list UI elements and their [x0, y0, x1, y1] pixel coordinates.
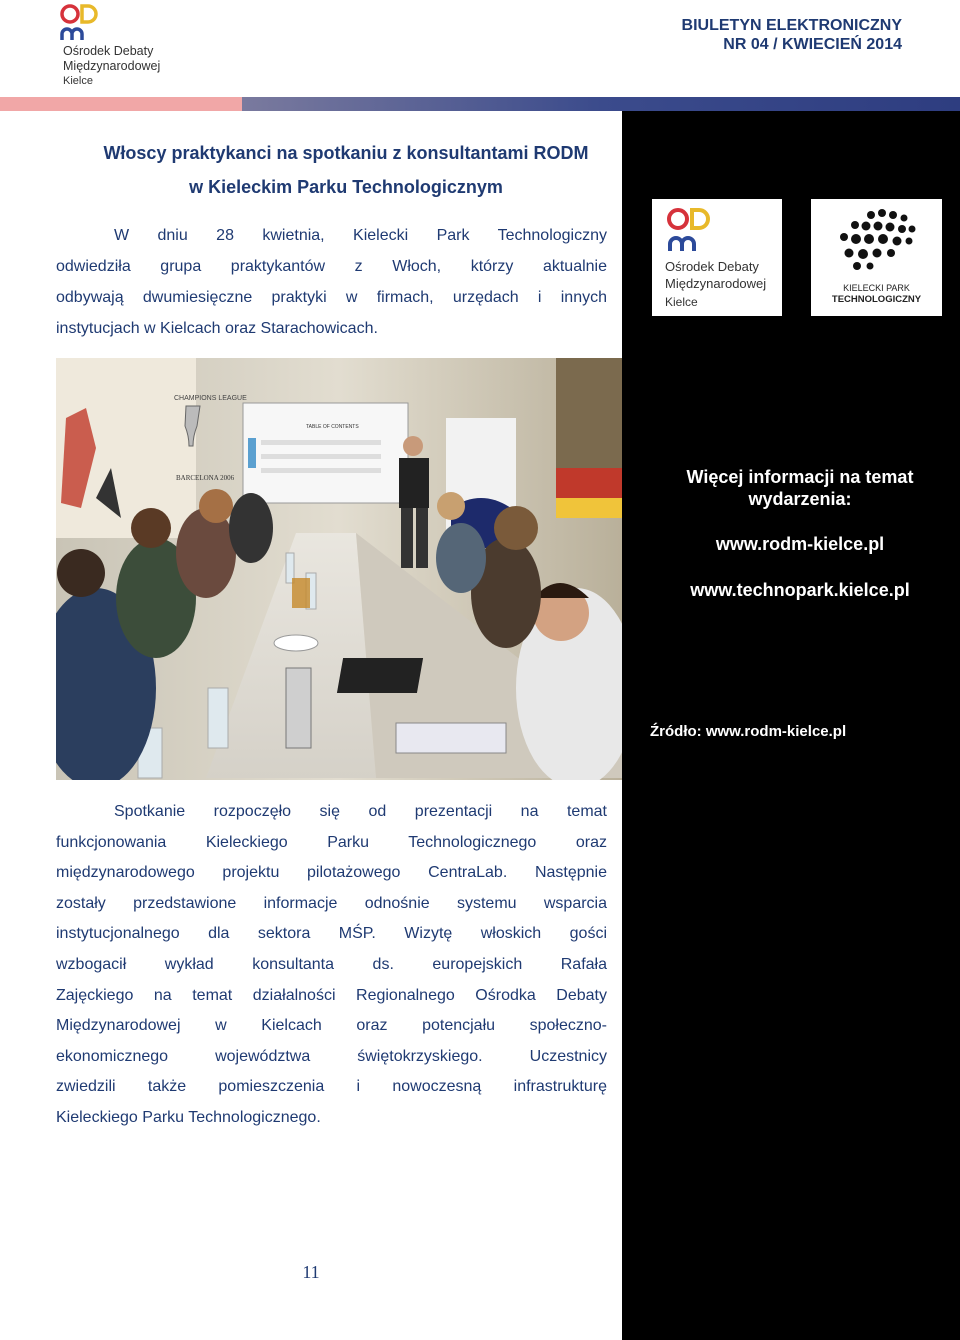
body-line: ekonomicznego województwa świętokrzyskiego. Uczestnicy: [56, 1047, 607, 1065]
intro-line: W dniu 28 kwietnia, Kielecki Park Technologiczny: [114, 227, 607, 244]
header-logo: [58, 2, 168, 88]
article-title: [56, 136, 636, 204]
link-rodm[interactable]: www.rodm-kielce.pl: [715, 534, 885, 554]
photo-source: Źródło: www.rodm-kielce.pl: [650, 723, 847, 740]
intro-paragraph: [56, 220, 607, 344]
header-bar-blue: [242, 97, 960, 111]
body-line: wzbogacił wykład konsultanta ds. europejskich Rafała: [56, 955, 607, 973]
body-line: instytucjonalnego dla sektora MŚP. Wizytę włoskich gości: [56, 925, 607, 943]
more-info-line-1: Więcej informacji na temat: [686, 467, 914, 487]
title-line-2: w Kieleckim Parku Technologicznym: [189, 177, 503, 197]
body-paragraph: [56, 797, 607, 1134]
body-line: Kieleckiego Parku Technologicznego.: [56, 1108, 321, 1126]
photo-screen-title: TABLE OF CONTENTS: [306, 424, 359, 430]
more-info-heading: [650, 466, 950, 510]
bulletin-issue: NR 04 / KWIECIEŃ 2014: [723, 36, 902, 53]
page-number: 11: [302, 1262, 320, 1282]
odm-logo-icon: [652, 199, 782, 316]
body-line: funkcjonowania Kieleckiego Parku Technologicznego oraz: [56, 833, 607, 851]
bulletin-heading: [682, 16, 902, 54]
body-line: zwiedzili także pomieszczenia i nowoczesną infrastrukturę: [56, 1078, 607, 1096]
body-line: międzynarodowego projektu pilotażowego CentraLab. Następnie: [56, 864, 607, 882]
header-color-bar: [0, 97, 960, 111]
logo-odm-text-3: Kielce: [665, 295, 698, 309]
logo-kpt-text-1: KIELECKI PARK: [843, 283, 910, 293]
intro-line: instytucjach w Kielcach oraz Starachowicach.: [56, 320, 378, 337]
intro-line: odwiedziła grupa praktykantów z Włoch, którzy aktualnie: [56, 258, 607, 275]
sidebar-logo-odm: [652, 199, 782, 316]
header-bar-pink: [0, 97, 242, 111]
photo-barcelona-text: BARCELONA 2006: [176, 474, 235, 482]
logo-kpt-text-2: TECHNOLOGICZNY: [831, 294, 922, 305]
event-photo: [56, 358, 622, 780]
body-line: Spotkanie rozpoczęło się od prezentacji na temat: [114, 803, 607, 820]
sidebar-logo-kpt: [811, 199, 942, 316]
logo-odm-text-1: Ośrodek Debaty: [665, 259, 759, 274]
intro-line: odbywają dwumiesięczne praktyki w firmach, urzędach i innych: [56, 289, 607, 306]
bulletin-title: BIULETYN ELEKTRONICZNY: [681, 17, 902, 34]
body-line: Zajęckiego na temat działalności Regionalnego Ośrodka Debaty: [56, 986, 607, 1004]
title-line-1: Włoscy praktykanci na spotkaniu z konsultantami RODM: [103, 143, 589, 163]
body-line: Międzynarodowej w Kielcach oraz potencjału społeczno-: [56, 1017, 607, 1035]
logo-odm-text-2: Międzynarodowej: [665, 276, 767, 291]
brand-line-3: Kielce: [63, 75, 93, 87]
brand-line-1: Ośrodek Debaty: [63, 44, 154, 58]
link-technopark[interactable]: www.technopark.kielce.pl: [690, 580, 910, 600]
kpt-logo-icon: [811, 199, 942, 316]
brand-line-2: Międzynarodowej: [63, 59, 161, 73]
photo-league-text: CHAMPIONS LEAGUE: [174, 395, 247, 402]
odm-logo-icon: [58, 2, 108, 44]
meeting-photo-illustration: [56, 358, 622, 780]
more-info-line-2: wydarzenia:: [748, 489, 852, 509]
body-line: zostały przedstawione informacje odnośnie systemu wsparcia: [56, 894, 607, 912]
